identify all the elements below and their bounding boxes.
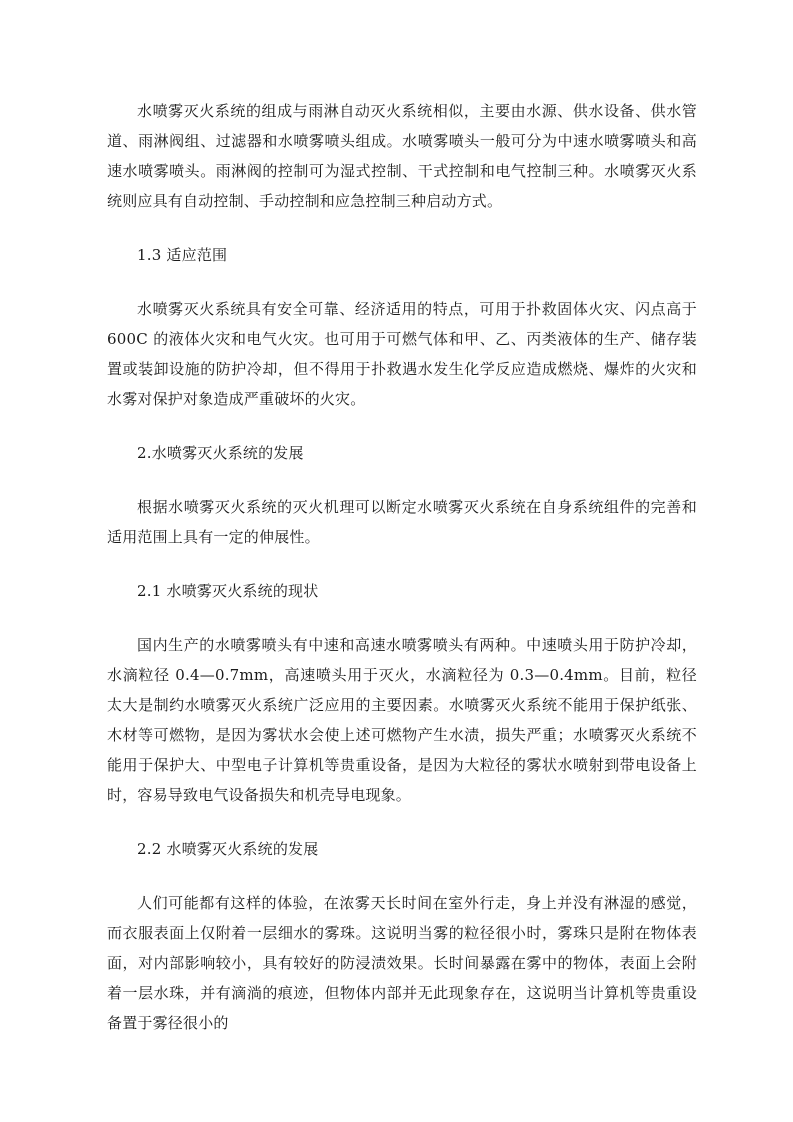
paragraph-applicable-scope: 水喷雾灭火系统具有安全可靠、经济适用的特点，可用于扑救固体火灾、闪点高于 600C 的液体火灾和电气火灾。也可用于可燃气体和甲、乙、丙类液体的生产、储存装置或装卸设施的防护冷却，但不得用于扑救遇水发生化学反应造成燃烧、爆炸的火灾和水雾对保护对象造成严重破坏的火灾。 (107, 300, 697, 408)
document-body (107, 96, 697, 1038)
paragraph-system-composition: 水喷雾灭火系统的组成与雨淋自动灭火系统相似，主要由水源、供水设备、供水管道、雨淋阀组、过滤器和水喷雾喷头组成。水喷雾喷头一般可分为中速水喷雾喷头和高速水喷雾喷头。雨淋阀的控制可为湿式控制、干式控制和电气控制三种。水喷雾灭火系统则应具有自动控制、手动控制和应急控制三种启动方式。 (107, 102, 697, 210)
paragraph-development-detail: 人们可能都有这样的体验，在浓雾天长时间在室外行走，身上并没有淋湿的感觉，而衣服表面上仅附着一层细水的雾珠。这说明当雾的粒径很小时，雾珠只是附在物体表面，对内部影响较小，具有较好的防浸渍效果。长时间暴露在雾中的物体，表面上会附着一层水珠，并有滴淌的痕迹，但物体内部并无此现象存在，这说明当计算机等贵重设备置于雾径很小的 (107, 894, 697, 1032)
section-heading-1-3: 1.3 适应范围 (137, 246, 228, 264)
paragraph-development-intro: 根据水喷雾灭火系统的灭火机理可以断定水喷雾灭火系统在自身系统组件的完善和适用范围上具有一定的伸展性。 (107, 498, 697, 546)
section-heading-2: 2.水喷雾灭火系统的发展 (137, 444, 304, 462)
paragraph-current-status: 国内生产的水喷雾喷头有中速和高速水喷雾喷头有两种。中速喷头用于防护冷却，水滴粒径 0.4—0.7mm，高速喷头用于灭火，水滴粒径为 0.3—0.4mm。目前，粒径太大是制约水喷雾灭火系统广泛应用的主要因素。水喷雾灭火系统不能用于保护纸张、木材等可燃物，是因为雾状水会使上述可燃物产生水渍，损失严重；水喷雾灭火系统不能用于保护大、中型电子计算机等贵重设备，是因为大粒径的雾状水喷射到带电设备上时，容易导致电气设备损失和机壳导电现象。 (107, 636, 697, 804)
section-heading-2-1: 2.1 水喷雾灭火系统的现状 (137, 582, 319, 600)
section-heading-2-2: 2.2 水喷雾灭火系统的发展 (137, 840, 319, 858)
